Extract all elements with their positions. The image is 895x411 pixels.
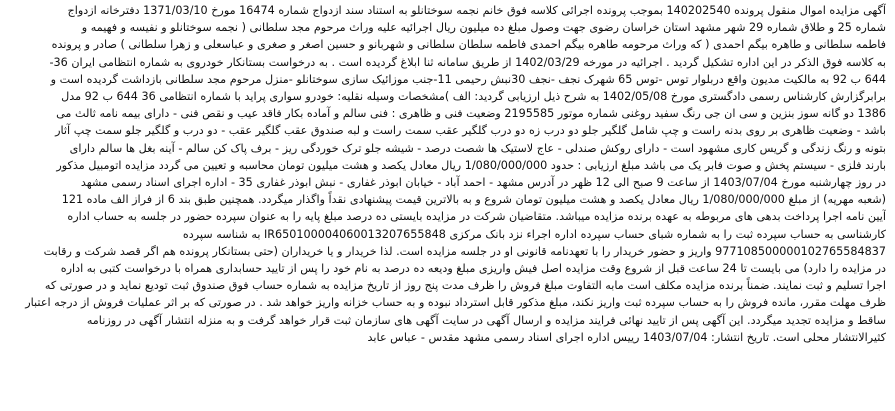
notice-line-19: ساقط و مزایده تجدید میگردد. این آگهی پس از تایید نهائی فرایند مزایده و ارسال آگهی در سایت آگهی های سازمان ثبت قرار خواهد گرفت و به منزله انتشار آگهی در روزنامه bbox=[86, 313, 886, 327]
notice-line-17: اجرا تسلیم و ثبت نمایند. ضمناً برنده مزایده مکلف است مابه التفاوت مبلغ فروش را ظرف مدت پنج روز از تاریخ مزایده به شماره حساب فوق صندوق ثبت تودیع نماید و در صورتی که bbox=[44, 279, 886, 293]
notice-line-14: کارشناسی به حساب سپرده ثبت را به شماره شبای حساب سپرده اداره اجراء نزد بانک مرکزی IR650100004060013207655848 به شناسه سپرده bbox=[182, 227, 886, 241]
notice-line-2: شماره 25 و طلاق شماره 29 شهر مشهد استان خراسان رضوی جهت وصول مبلغ ده میلیون ریال اجرائیه علیه وراث مرحوم مجد سلطانی ( نجمه سوختانلو و نفیسه و فهیمه و bbox=[81, 21, 886, 35]
notice-line-15: 977108500000102765584837 واریز و حضور خریدار را با تعهدنامه قانونی او در جلسه مزایده است. لذا خریدار و یا خریداران (حتی بستانکار پرونده هم اگر قصد شرکت و رقابت bbox=[43, 244, 886, 258]
notice-line-1: آگهی مزایده اموال منقول پرونده 140202540 بموجب پرونده اجرائی کلاسه فوق خانم نجمه سوختانلو به استناد سند ازدواج شماره 16474 مورخ 1371/03/10 دفترخانه ازدواج bbox=[67, 4, 886, 17]
notice-line-3: فاطمه سلطانی و طاهره بیگم احمدی ( که وراث مرحومه طاهره بیگم احمدی فاطمه سلطان سلطانی و شهربانو و حسین اصغر و صغری و عباسعلی و زهرا سلطانی ) صادر و پرونده bbox=[51, 38, 886, 52]
notice-line-16: در مزایده را دارد) می بایست تا 24 ساعت قبل از شروع وقت مزایده اصل فیش واریزی مبلغ ودیعه ده درصد به نام خود را پس از تایید حسابداری همراه با درخواست کتبی به اداره bbox=[60, 262, 886, 276]
notice-line-8: باشد - وضعیت ظاهری بر روی بدنه راست و چپ شامل گلگیر جلو دو درب زه دو درب گلگیر عقب سمت راست و لبه صندوق عقب گلگیر عقب - دو درب و گلگیر جلو سمت چپ آثار bbox=[55, 124, 886, 138]
notice-line-7: 1386 دو گانه سوز بنزین و سی ان جی رنگ سفید روغنی شماره موتور 2195585 وضعیت فنی و ظاهری : فنی سالم و آماده بکار فاقد عیب و نقص فنی - دارای بیمه نامه ثالث می bbox=[56, 107, 886, 121]
notice-line-12: (شعبه مهریه) از مبلغ 1/080/000/000 ریال معادل یکصد و هشت میلیون تومان شروع و به بالاترین قیمت پیشنهادی نقداً واگذار میگردد. همچنین طبق بند 6 از فراز الف ماده 121 bbox=[61, 193, 886, 207]
notice-line-13: آیین نامه اجرا پرداخت بدهی های مربوطه به عهده برنده مزایده میباشد. متقاضیان شرکت در مزایده بایستی ده درصد مبلغ پایه را به عنوان سپرده حضور در جلسه به حساب اداره bbox=[67, 210, 886, 224]
notice-line-11: در روز چهارشنبه مورخ 1403/07/04 از ساعت 9 صبح الی 12 ظهر در آدرس مشهد - احمد آباد - خیابان ابوذر غفاری - نبش ابوذر غفاری 35 - اداره اجرای اسناد رسمی مشهد bbox=[80, 176, 886, 190]
notice-line-18: ظرف مهلت مقرر، مانده فروش را به حساب سپرده ثبت واریز نکند، مبلغ مذکور قابل استرداد نبوده و به حساب خزانه واریز خواهد شد . در صورتی که بر اثر عملیات فروش از درجه اعتبار bbox=[25, 296, 886, 310]
notice-line-5: 644 ب 92 به مالکیت مدیون واقع دربلوار توس -توس 65 شهرک نجف -نجف 30نبش رحیمی 11-جنب موزائیک سازی سوختانلو -منزل مرحوم مجد سلطانی بازداشت گردیده است و bbox=[50, 72, 886, 86]
notice-line-10: بارند فلزی - سیستم پخش و صوت فابر یک می باشد مبلغ ارزیابی : حدود 1/080/000/000 ریال معادل یکصد و هشت میلیون تومان محاسبه و تعیین می گردد مزایده اتومبیل مذکور bbox=[56, 158, 886, 172]
notice-line-6: برابرگزارش کارشناس رسمی دادگستری مورخ 1402/05/08 به شرح ذیل ارزیابی گردید: الف )مشخصات وسیله نقلیه: خودرو سواری پراید با شماره انتظامی 36 644 ب 92 مدل bbox=[61, 90, 886, 104]
notice-line-9: بتونه و رنگ زندگی و گریس کاری مشهود است - دارای روکش صندلی - عاج لاستیک ها شصت درصد - شیشه جلو ترک خوردگی ریز - برف پاک کن سالم - آینه بغل ها سالم دارای bbox=[69, 141, 886, 155]
notice-line-4: به کلاسه فوق الذکر در این اداره تشکیل گردید . اجرائیه در مورخه 1402/03/29 از طریق سامانه ثنا ابلاغ گردیده است . به درخواست بستانکار خودروی به شماره انتظامی ایران 36- bbox=[49, 55, 886, 69]
notice-line-20: کثیرالانتشار محلی است. تاریخ انتشار: 1403/07/04 رییس اداره اجرای اسناد رسمی مشهد مقدس - عباس عابد bbox=[367, 330, 886, 344]
